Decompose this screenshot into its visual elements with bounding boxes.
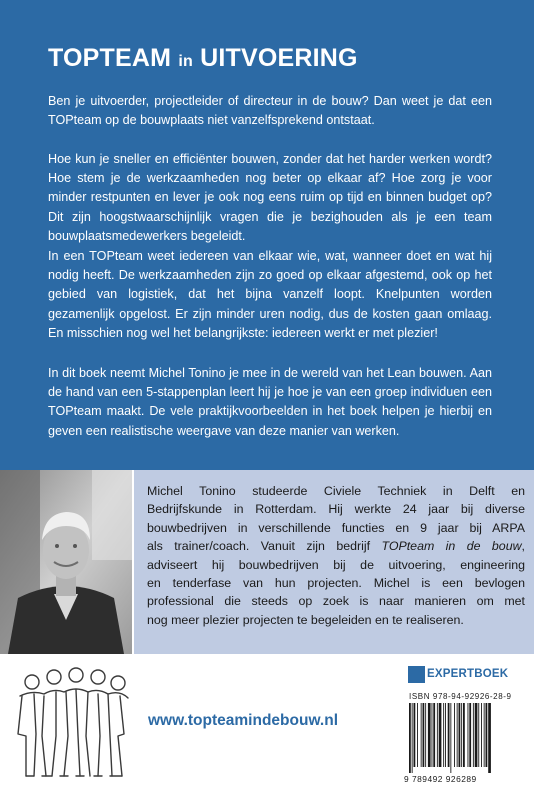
title-part-in: in <box>178 53 193 70</box>
barcode-bar <box>481 703 482 767</box>
barcode-bar <box>463 703 465 767</box>
barcode-bar <box>486 703 488 767</box>
bio-line: adviseert hij bouwbedrijven bij de uitvoering, engineering <box>147 557 525 572</box>
barcode-bar <box>461 703 462 767</box>
barcode-bar <box>409 703 411 773</box>
author-bio <box>147 482 525 629</box>
barcode-bar <box>443 703 444 767</box>
company-name: TOPteam in de bouw <box>381 539 522 554</box>
barcode-bar <box>428 703 431 767</box>
logo-letter: E <box>427 668 435 680</box>
barcode-bar <box>432 703 433 767</box>
intro-paragraph: Ben je uitvoerder, projectleider of directeur in de bouw? Dan weet je dat een TOPteam op de bouwplaats niet vanzelfsprekend ontstaat. <box>48 94 492 128</box>
barcode-bar <box>445 703 446 767</box>
barcode-bar <box>437 703 438 767</box>
barcode-bar <box>475 703 478 767</box>
publisher-logo <box>408 665 509 685</box>
bio-line: nog meer plezier projecten te begeleiden en te realiseren. <box>147 612 464 627</box>
barcode-bar <box>469 703 471 767</box>
bio-text: als trainer/coach. Vanuit zijn bedrijf <box>147 539 382 554</box>
isbn-barcode <box>407 703 515 773</box>
team-illustration <box>12 664 132 780</box>
bio-line: professional die steeds op zoek is naar manieren om met <box>147 594 525 609</box>
barcode-bar <box>488 703 491 773</box>
barcode-bar <box>412 703 413 773</box>
barcode-bar <box>439 703 442 767</box>
barcode-bar <box>468 703 469 767</box>
barcode-bar <box>414 703 416 767</box>
bio-line: Bedrijfskunde in Rotterdam. Hij werkte 24 jaar bij diverse <box>147 502 525 517</box>
bio-line: Michel Tonino studeerde Civiele Techniek in Delft en <box>147 484 525 498</box>
barcode-bar <box>417 703 418 767</box>
barcode-bar <box>448 703 450 767</box>
bio-line <box>147 537 525 555</box>
barcode-bar <box>473 703 474 767</box>
barcode-bar <box>450 703 451 773</box>
barcode-bar <box>433 703 435 767</box>
barcode-bar <box>421 703 422 767</box>
logo-square <box>408 666 425 683</box>
website-link[interactable]: www.topteamindebouw.nl <box>148 712 339 729</box>
barcode-bar <box>454 703 455 767</box>
isbn-label: ISBN 978-94-92926-28-9 <box>409 692 512 701</box>
bio-line: en tenderfase van hun projecten. Michel is een bevlogen <box>147 576 525 591</box>
logo-text <box>427 668 508 680</box>
topteam-paragraph: In een TOPteam weet iedereen van elkaar wie, wat, wanneer doet en wat hij nodig heeft. De werkzaamheden zijn zo goed op elkaar afgestemd, ook op het gebied van logistiek, dat het bijna vanzelf loopt. Knelpunten worden gezamenlijk opgelost. Er zijn minder uren nodig, dus de kosten gaan omlaag. En misschien nog wel het belangrijkste: iedereen werkt er met plezier! <box>48 249 492 340</box>
title-part-uitvoering: UITVOERING <box>192 44 358 72</box>
book-title <box>48 44 358 73</box>
author-photo <box>0 470 132 654</box>
barcode-bar <box>457 703 458 767</box>
bio-line: bouwbedrijven in verschillende functies en 9 jaar bij ARPA <box>147 520 525 535</box>
title-part-topteam: TOPTEAM <box>48 44 179 72</box>
bio-text: , <box>521 539 525 554</box>
barcode-bar <box>478 703 479 767</box>
questions-paragraph: Hoe kun je sneller en efficiënter bouwen, zonder dat het harder werken wordt? Hoe stem je de werkzaamheden nog beter op elkaar af? Hoe zorg je voor minder restpunten en lever je ook nog eens ruim op tijd en binnen budget op? Dit zijn hoogstwaarschijnlijk vragen die je bezighouden als je een team bouwplaatsmedewerkers begeleidt. <box>48 152 492 243</box>
logo-word: XPERTBOEK <box>434 668 509 680</box>
barcode-bar <box>425 703 426 767</box>
barcode-bar <box>484 703 485 767</box>
barcode-digits: 9 789492 926289 <box>404 774 477 784</box>
barcode-bar <box>459 703 461 767</box>
book-summary-paragraph: In dit boek neemt Michel Tonino je mee in de wereld van het Lean bouwen. Aan de hand van een 5-stappenplan leert hij je hoe je van een groep individuen een TOPteam maakt. De vele praktijkvoorbeelden in het boek helpen je hierbij en geven een realistische weergave van deze manier van werken. <box>48 366 492 438</box>
barcode-bar <box>423 703 425 767</box>
